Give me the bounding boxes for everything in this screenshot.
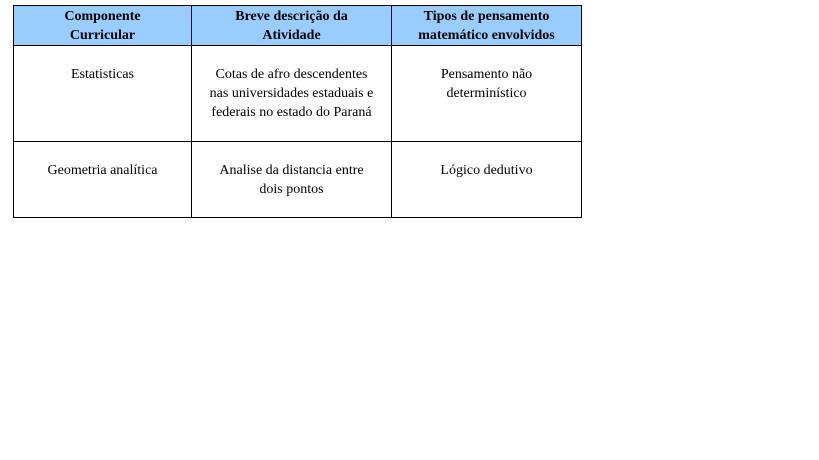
header-breve-descricao (192, 6, 392, 46)
cell-componente (14, 46, 192, 142)
header-text-line: Curricular (69, 28, 136, 43)
cell-text-line: Analise da distancia entre (219, 163, 364, 178)
cell-text-line: dois pontos (259, 182, 324, 197)
cell-text-line: determinístico (446, 86, 527, 101)
cell-componente (14, 142, 192, 218)
cell-text-line: Geometria analítica (47, 163, 158, 178)
header-text-line: matemático envolvidos (418, 28, 555, 43)
header-text-line: Tipos de pensamento (423, 9, 550, 24)
header-text-line: Breve descrição da (235, 9, 348, 24)
cell-descricao (192, 142, 392, 218)
table-row (14, 142, 582, 218)
cell-text-line: federais no estado do Paraná (211, 105, 372, 120)
header-text-line: Atividade (262, 28, 321, 43)
activities-table (13, 5, 582, 218)
cell-pensamento (392, 46, 582, 142)
cell-pensamento (392, 142, 582, 218)
cell-text-line: nas universidades estaduais e (209, 86, 374, 101)
header-tipos-pensamento (392, 6, 582, 46)
cell-descricao (192, 46, 392, 142)
table-row (14, 46, 582, 142)
header-componente-curricular (14, 6, 192, 46)
cell-text-line: Pensamento não (440, 67, 533, 82)
cell-text-line: Lógico dedutivo (440, 163, 533, 178)
header-text-line: Componente (64, 9, 141, 24)
table-header-row (14, 6, 582, 46)
cell-text-line: Cotas de afro descendentes (215, 67, 368, 82)
cell-text-line: Estatisticas (71, 67, 134, 82)
